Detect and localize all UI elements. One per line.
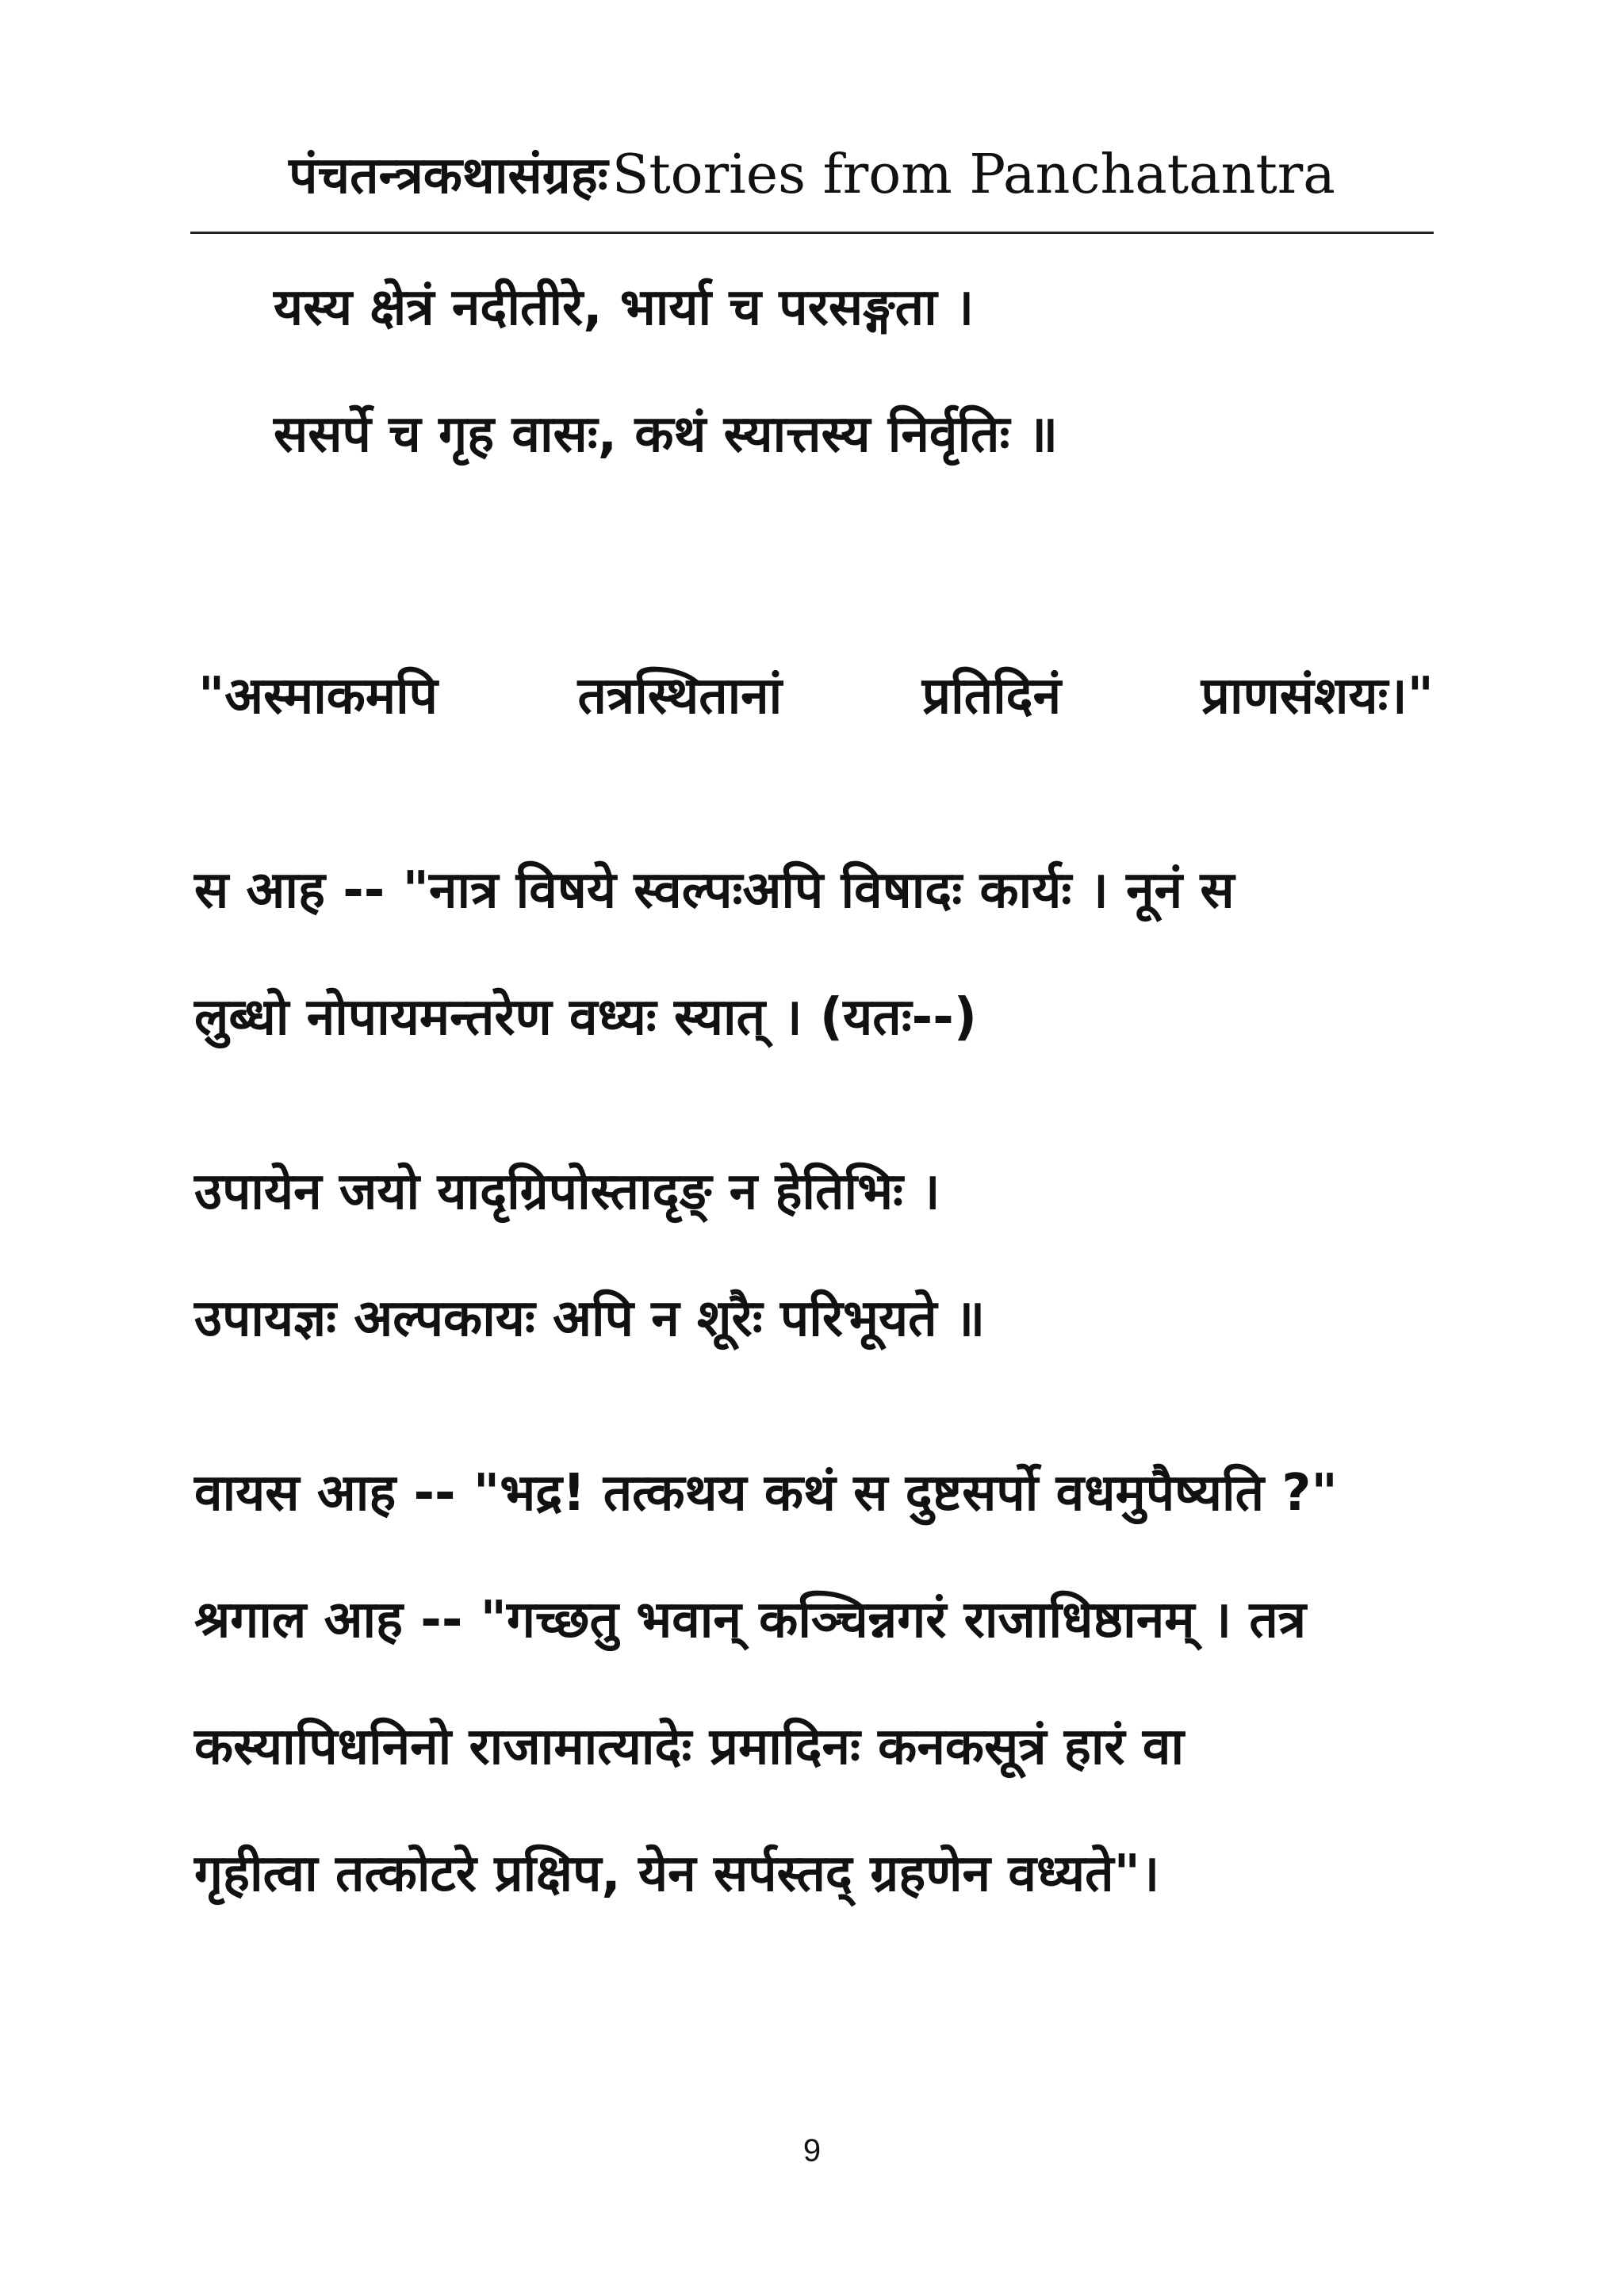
- verse1-line1: यस्य क्षेत्रं नदीतीरे, भार्या च परसङ्गता ।: [274, 278, 975, 337]
- paragraph-3-line4: गृहीत्वा तत्कोटरे प्रक्षिप, येन सर्पस्तद् ग्रहणेन वध्यते"।: [194, 1845, 1160, 1903]
- paragraph-3-line3: कस्यापिधनिनो राजामात्यादेः प्रमादिनः कनकसूत्रं हारं वा: [194, 1718, 1185, 1776]
- paragraph-2-line2: लुब्धो नोपायमन्तरेण वध्यः स्यात् । (यतः--): [194, 988, 978, 1047]
- header-title-english: Stories from Panchatantra: [611, 144, 1335, 206]
- paragraph-1-word: प्राणसंशयः।": [1201, 667, 1434, 726]
- paragraph-3-line1: वायस आह -- "भद्र! तत्कथय कथं स दुष्टसर्पो वधमुपैष्यति ?": [194, 1464, 1338, 1523]
- paragraph-1: [198, 666, 1434, 727]
- paragraph-2-line1: स आह -- "नात्र विषये स्वल्पःअपि विषादः कार्यः । नूनं स: [194, 861, 1235, 920]
- header-divider: [190, 232, 1434, 234]
- paragraph-1-word: तत्रस्थितानां: [577, 667, 783, 726]
- verse2-line2: उपायज्ञः अल्पकायः अपि न शूरैः परिभूयते ॥: [194, 1289, 986, 1348]
- page-number: 9: [802, 2133, 822, 2168]
- running-header: [190, 139, 1434, 242]
- header-title-sanskrit: पंचतन्त्रकथासंग्रहः: [289, 147, 608, 205]
- paragraph-1-word: प्रतिदिनं: [921, 667, 1062, 726]
- verse1-line2: ससर्पे च गृह वासः, कथं स्यात्तस्य निर्वृतिः ॥: [274, 405, 1059, 464]
- verse2-line1: उपायेन जयो यादृग्रिपोस्तादृङ् न हेतिभिः ।: [194, 1163, 940, 1221]
- paragraph-3-line2: श्रगाल आह -- "गच्छतु भवान् कञ्चिन्नगरं राजाधिष्ठानम् । तत्र: [194, 1591, 1307, 1649]
- paragraph-1-word: "अस्माकमपि: [198, 667, 438, 726]
